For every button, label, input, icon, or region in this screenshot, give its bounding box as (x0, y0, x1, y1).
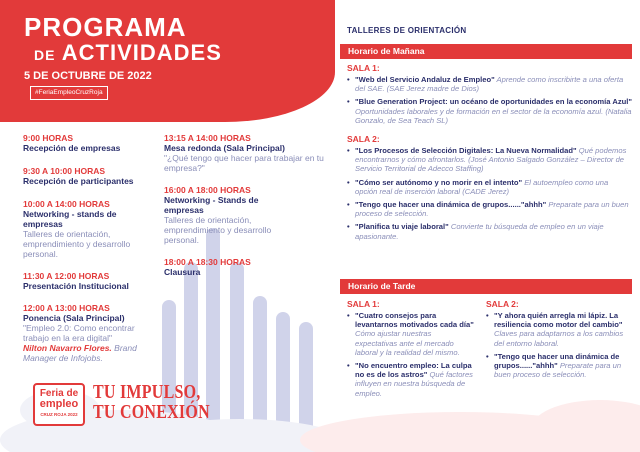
agenda-time: 18:00 A 18:30 HORAS (164, 257, 251, 267)
agenda-item (164, 133, 324, 173)
morning-sala2-list (347, 146, 632, 245)
list-item (347, 75, 632, 93)
agenda-column-left (23, 133, 153, 372)
workshop-desc: Claves para adaptarnos a los cambios del entorno laboral. (494, 329, 624, 348)
page-title-line1: PROGRAMA (24, 12, 187, 42)
talleres-heading: TALLERES DE ORIENTACIÓN (347, 26, 467, 35)
workshop-desc: Qué podemos encontrarnos y cómo afrontarlos. (José Antonio Salgado González – Director de Servicio Territorial de Adecco Staffing) (355, 146, 627, 174)
logo-line2: empleo (39, 398, 79, 410)
agenda-title: Networking - stands de empresas (23, 209, 117, 229)
agenda-time: 16:00 A 18:00 HORAS (164, 185, 251, 195)
workshop-title: "Blue Generation Project: un océano de oportunidades en la economía Azul" (355, 97, 632, 107)
list-item (347, 146, 632, 174)
page-title-line2 (34, 40, 222, 68)
workshop-title: "Los Procesos de Selección Digitales: La Nueva Normalidad" (355, 146, 577, 155)
workshop-desc: Preparate para un buen proceso de selección. (355, 200, 629, 219)
list-item (486, 311, 632, 348)
agenda-time: 13:15 A 14:00 HORAS (164, 133, 251, 143)
workshop-title: "No encuentro empleo: La culpa no es de los astros" (355, 361, 472, 380)
afternoon-sala1-list (347, 311, 475, 402)
workshop-desc: El autoempleo como una opción real de inserción laboral (CADE Jerez) (355, 177, 609, 196)
agenda-title: Recepción de empresas (23, 143, 121, 153)
workshop-desc: Convierte tu búsqueda de empleo en un viaje apasionante. (355, 222, 604, 241)
afternoon-sala1-label: SALA 1: (347, 299, 380, 309)
cloud-decoration-right (300, 400, 640, 452)
workshop-title: "Cuatro consejos para levantarnos motivados cada día" (355, 311, 474, 330)
agenda-time: 12:00 A 13:00 HORAS (23, 303, 110, 313)
workshop-title: "Cómo ser autónomo y no morir en el intento" (355, 177, 523, 187)
agenda-item (23, 133, 153, 153)
workshop-title: "Planifica tu viaje laboral" (355, 222, 449, 232)
agenda-desc: "Empleo 2.0: Como encontrar trabajo en la era digital" (23, 323, 135, 343)
list-item (347, 222, 632, 240)
workshop-title: "Web del Servicio Andaluz de Empleo" (355, 75, 495, 84)
morning-sala1-label: SALA 1: (347, 63, 380, 73)
agenda-speaker: Nilton Navarro Flores. (23, 343, 112, 353)
agenda-column-mid (164, 133, 324, 286)
workshop-title: "Tengo que hacer una dinámica de grupos......"ahhh" (494, 351, 620, 371)
slogan-line1: TU IMPULSO, (93, 381, 201, 403)
workshop-desc: Preparate para un buen proceso de selección. (494, 361, 622, 380)
agenda-item (164, 185, 324, 245)
list-item (347, 361, 475, 398)
workshop-desc: Cómo ajustar nuestras expectativas ante el mercado laboral y la realidad del mismo. (355, 329, 460, 357)
list-item (486, 352, 632, 380)
agenda-time: 9:00 HORAS (23, 133, 74, 143)
agenda-item (23, 271, 153, 291)
agenda-desc: Talleres de orientación, emprendimiento y desarrollo personal. (164, 215, 272, 245)
agenda-desc: "¿Qué tengo que hacer para trabajar en tu empresa?" (164, 153, 324, 173)
agenda-speaker-desc: Brand Manager de Infojobs. (23, 343, 137, 363)
feria-empleo-logo (33, 383, 85, 426)
morning-sala2-label: SALA 2: (347, 134, 380, 144)
event-date: 5 DE OCTUBRE DE 2022 (24, 70, 152, 82)
agenda-time: 10:00 A 14:00 HORAS (23, 199, 110, 209)
logo-line1: Feria de (39, 388, 79, 399)
agenda-title: Ponencia (Sala Principal) (23, 313, 125, 323)
afternoon-sala2-list (486, 311, 632, 383)
afternoon-schedule-header: Horario de Tarde (340, 279, 632, 294)
agenda-item (23, 199, 153, 259)
agenda-title: Recepción de participantes (23, 176, 134, 186)
workshop-desc: Qué factores influyen en nuestra búsqueda de empleo. (355, 370, 473, 398)
workshop-desc: Aprende como inscribirte a una oferta del SAE. (SAE Jerez madre de Dios) (355, 75, 624, 94)
agenda-desc: Talleres de orientación, emprendimiento y desarrollo personal. (23, 229, 131, 259)
workshop-title: "Tengo que hacer una dinámica de grupos......"ahhh" (355, 200, 547, 210)
slogan-line2: TU CONEXIÓN (93, 401, 210, 423)
agenda-item (23, 166, 153, 186)
list-item (347, 97, 632, 125)
list-item (347, 200, 632, 218)
page-title-main: ACTIVIDADES (61, 40, 222, 65)
agenda-title: Networking - Stands de empresas (164, 195, 259, 215)
page-title-prefix: DE (34, 47, 56, 63)
agenda-time: 11:30 A 12:00 HORAS (23, 271, 110, 281)
morning-sala1-list (347, 75, 632, 129)
agenda-time: 9:30 A 10:00 HORAS (23, 166, 106, 176)
morning-schedule-header: Horario de Mañana (340, 44, 632, 59)
list-item (347, 311, 475, 357)
agenda-item (23, 303, 153, 363)
agenda-speaker-line (23, 343, 153, 363)
workshop-title: "Y ahora quién arregla mi lápiz. La resiliencia como motor del cambio" (494, 311, 623, 330)
agenda-item (164, 257, 324, 277)
afternoon-sala2-label: SALA 2: (486, 299, 519, 309)
slogan (93, 382, 210, 422)
agenda-title: Mesa redonda (Sala Principal) (164, 143, 285, 153)
hashtag-badge: #FeriaEmpleoCruzRoja (30, 86, 108, 100)
agenda-title: Presentación Institucional (23, 281, 129, 291)
agenda-title: Clausura (164, 267, 201, 277)
list-item (347, 178, 632, 196)
header-banner (0, 0, 335, 122)
workshop-desc: Oportunidades laborales y de formación en el sector de la economía azul. (Natalia Gonzalo, de Sea Teach SL) (355, 106, 632, 125)
logo-line3: CRUZ ROJA 2022 (40, 412, 78, 417)
